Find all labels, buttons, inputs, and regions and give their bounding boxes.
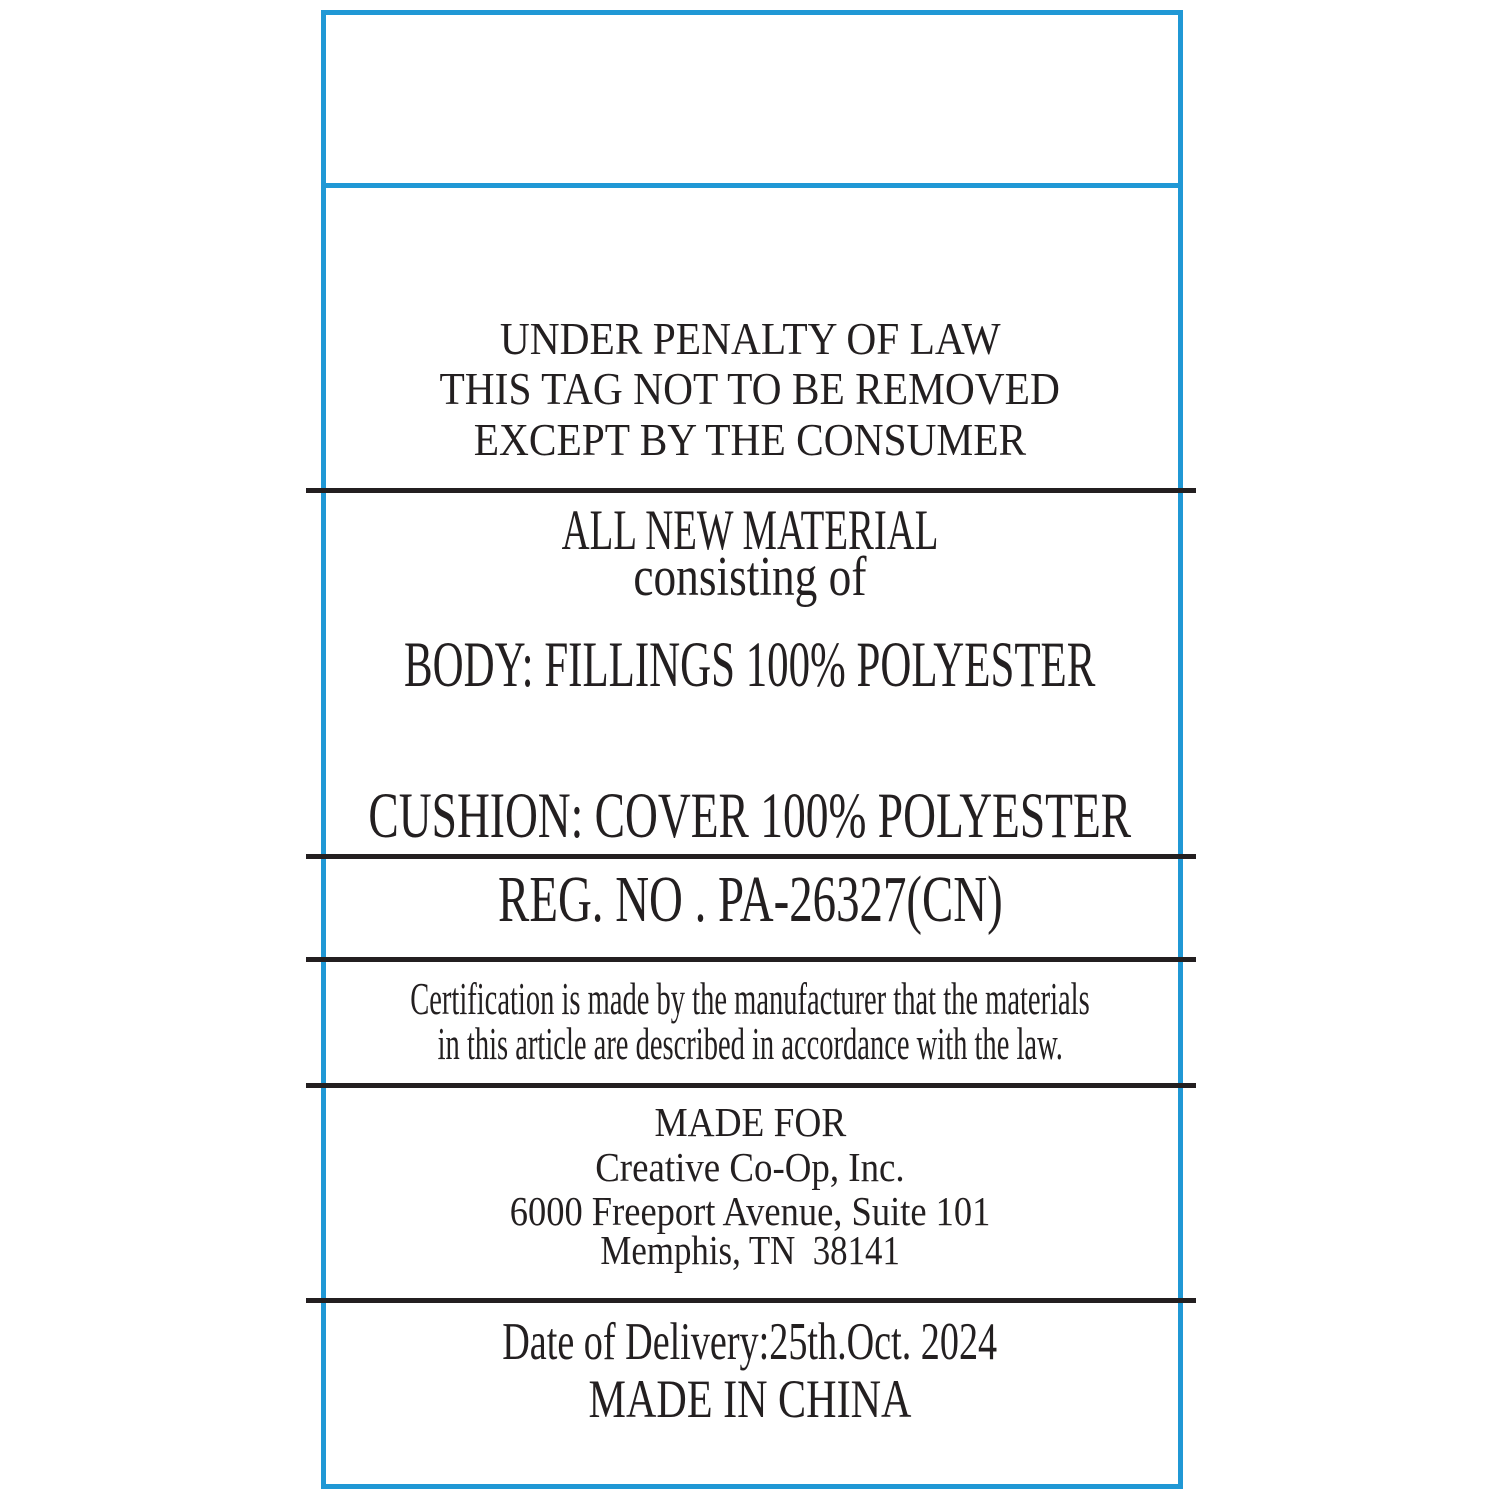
made-for-city-state-zip-text: Memphis, TN 38141 (600, 1227, 900, 1273)
section-rule-1 (306, 488, 1196, 493)
material-body-filling-text: BODY: FILLINGS 100% POLYESTER (404, 629, 1096, 701)
header-divider-line (321, 183, 1183, 188)
penalty-line-3-text: EXCEPT BY THE CONSUMER (473, 414, 1027, 465)
penalty-line-2-text: THIS TAG NOT TO BE REMOVED (439, 363, 1061, 414)
tag-border (321, 10, 1183, 1489)
made-for-company-text: Creative Co-Op, Inc. (595, 1144, 905, 1190)
made-for-address-text: 6000 Freeport Avenue, Suite 101 (509, 1188, 991, 1234)
section-rule-2 (306, 854, 1196, 859)
delivery-date-text: Date of Delivery:25th.Oct. 2024 (502, 1313, 998, 1371)
material-subheading-text: consisting of (633, 546, 867, 608)
country-of-origin-text: MADE IN CHINA (588, 1369, 912, 1429)
section-rule-4 (306, 1083, 1196, 1088)
material-cushion-cover-text: CUSHION: COVER 100% POLYESTER (368, 780, 1132, 852)
section-rule-3 (306, 957, 1196, 962)
certification-line-1-text: Certification is made by the manufacturer that the materials (410, 973, 1090, 1024)
section-rule-5 (306, 1298, 1196, 1303)
registration-number-text: REG. NO . PA-26327(CN) (497, 863, 1003, 936)
made-for-heading-text: MADE FOR (654, 1099, 846, 1145)
certification-line-2-text: in this article are described in accordance with the law. (437, 1018, 1063, 1069)
material-heading-text: ALL NEW MATERIAL (561, 499, 939, 562)
penalty-line-1-text: UNDER PENALTY OF LAW (499, 313, 1001, 364)
